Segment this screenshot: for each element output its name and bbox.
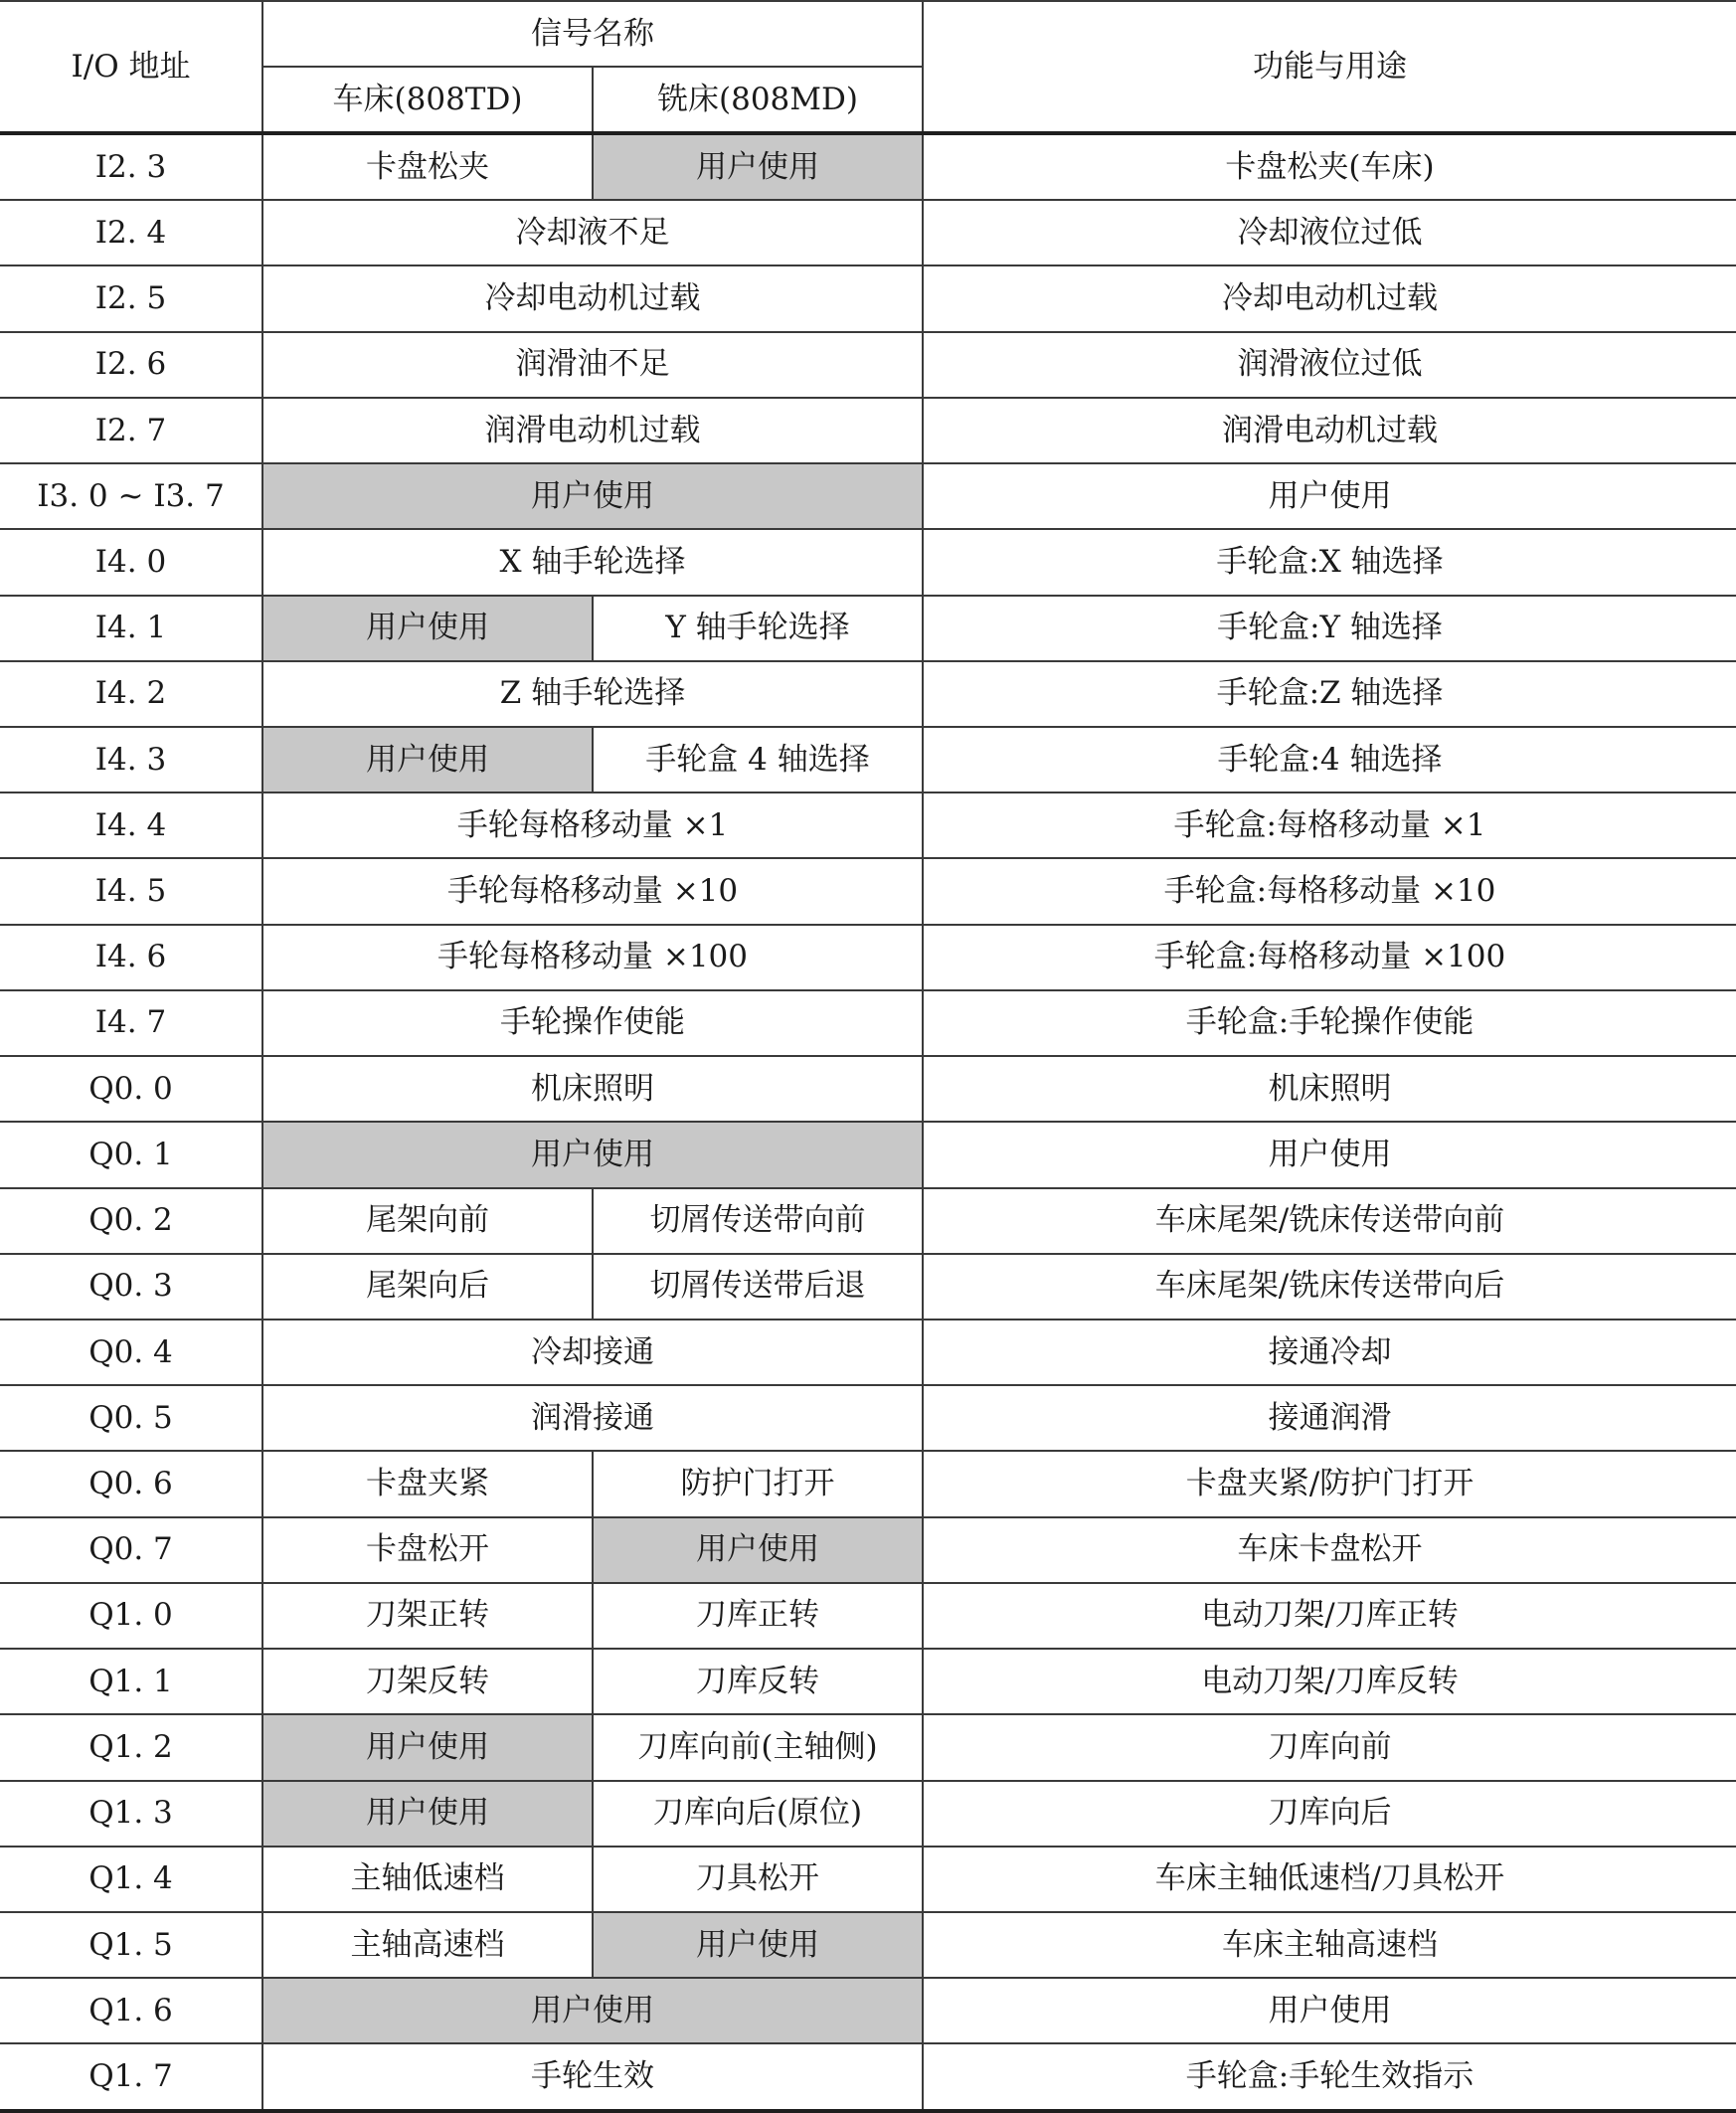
function-cell: 电动刀架/刀库反转 xyxy=(923,1649,1736,1714)
signal-name-cell: 手轮每格移动量 ×100 xyxy=(262,925,923,990)
io-address-cell: Q0. 5 xyxy=(0,1385,262,1451)
function-cell: 润滑液位过低 xyxy=(923,332,1736,398)
function-cell: 手轮盒:4 轴选择 xyxy=(923,727,1736,792)
function-cell: 接通冷却 xyxy=(923,1320,1736,1385)
table-row xyxy=(0,1583,1736,1649)
io-address-cell: I2. 6 xyxy=(0,332,262,398)
table-row xyxy=(0,1254,1736,1320)
lathe-signal-cell: 尾架向后 xyxy=(262,1254,593,1320)
signal-name-cell: 润滑接通 xyxy=(262,1385,923,1451)
io-address-cell: Q0. 0 xyxy=(0,1056,262,1122)
signal-name-cell: 润滑油不足 xyxy=(262,332,923,398)
function-cell: 用户使用 xyxy=(923,463,1736,529)
mill-signal-cell: 刀库向后(原位) xyxy=(593,1781,923,1847)
signal-name-cell: 机床照明 xyxy=(262,1056,923,1122)
io-address-cell: I4. 5 xyxy=(0,858,262,924)
table-row xyxy=(0,200,1736,265)
mill-signal-cell: 防护门打开 xyxy=(593,1451,923,1516)
io-address-cell: Q1. 2 xyxy=(0,1714,262,1780)
signal-name-cell: 用户使用 xyxy=(262,1978,923,2043)
header-signal-name: 信号名称 xyxy=(262,1,923,67)
lathe-signal-cell: 用户使用 xyxy=(262,596,593,661)
io-address-cell: I4. 2 xyxy=(0,661,262,727)
table-row xyxy=(0,1978,1736,2043)
mill-signal-cell: 切屑传送带后退 xyxy=(593,1254,923,1320)
lathe-signal-cell: 尾架向前 xyxy=(262,1188,593,1254)
signal-name-cell: Z 轴手轮选择 xyxy=(262,661,923,727)
function-cell: 卡盘夹紧/防护门打开 xyxy=(923,1451,1736,1516)
io-address-cell: Q0. 2 xyxy=(0,1188,262,1254)
function-cell: 冷却电动机过载 xyxy=(923,265,1736,331)
io-address-cell: Q0. 6 xyxy=(0,1451,262,1516)
table-row xyxy=(0,1517,1736,1583)
function-cell: 手轮盒:每格移动量 ×1 xyxy=(923,792,1736,858)
io-address-cell: Q1. 3 xyxy=(0,1781,262,1847)
function-cell: 手轮盒:手轮操作使能 xyxy=(923,990,1736,1056)
table-row xyxy=(0,858,1736,924)
table-row xyxy=(0,1320,1736,1385)
io-address-cell: I2. 4 xyxy=(0,200,262,265)
io-address-cell: Q0. 4 xyxy=(0,1320,262,1385)
io-address-cell: I2. 5 xyxy=(0,265,262,331)
table-row xyxy=(0,529,1736,595)
signal-name-cell: 用户使用 xyxy=(262,1122,923,1187)
mill-signal-cell: 刀具松开 xyxy=(593,1847,923,1912)
io-address-cell: I4. 7 xyxy=(0,990,262,1056)
mill-signal-cell: 用户使用 xyxy=(593,1517,923,1583)
io-address-cell: I4. 0 xyxy=(0,529,262,595)
header-lathe: 车床(808TD) xyxy=(262,67,593,133)
table-row xyxy=(0,1847,1736,1912)
function-cell: 手轮盒:X 轴选择 xyxy=(923,529,1736,595)
header-mill: 铣床(808MD) xyxy=(593,67,923,133)
io-address-cell: I2. 7 xyxy=(0,398,262,463)
table-row xyxy=(0,596,1736,661)
function-cell: 刀库向前 xyxy=(923,1714,1736,1780)
function-cell: 车床尾架/铣床传送带向后 xyxy=(923,1254,1736,1320)
table-row xyxy=(0,1649,1736,1714)
mill-signal-cell: 切屑传送带向前 xyxy=(593,1188,923,1254)
table-row xyxy=(0,1912,1736,1978)
function-cell: 车床主轴低速档/刀具松开 xyxy=(923,1847,1736,1912)
header-row xyxy=(0,1,1736,67)
function-cell: 手轮盒:每格移动量 ×100 xyxy=(923,925,1736,990)
io-address-cell: Q1. 0 xyxy=(0,1583,262,1649)
mill-signal-cell: 刀库反转 xyxy=(593,1649,923,1714)
function-cell: 手轮盒:Y 轴选择 xyxy=(923,596,1736,661)
table-row xyxy=(0,2043,1736,2111)
table-row xyxy=(0,332,1736,398)
table-row xyxy=(0,990,1736,1056)
function-cell: 电动刀架/刀库正转 xyxy=(923,1583,1736,1649)
lathe-signal-cell: 用户使用 xyxy=(262,1781,593,1847)
function-cell: 车床主轴高速档 xyxy=(923,1912,1736,1978)
signal-name-cell: 手轮每格移动量 ×1 xyxy=(262,792,923,858)
io-address-cell: Q0. 3 xyxy=(0,1254,262,1320)
table-row xyxy=(0,463,1736,529)
io-address-cell: I4. 1 xyxy=(0,596,262,661)
signal-name-cell: 冷却液不足 xyxy=(262,200,923,265)
table-row xyxy=(0,265,1736,331)
table-row xyxy=(0,398,1736,463)
io-address-cell: I4. 6 xyxy=(0,925,262,990)
io-address-cell: I4. 4 xyxy=(0,792,262,858)
function-cell: 机床照明 xyxy=(923,1056,1736,1122)
mill-signal-cell: 刀库向前(主轴侧) xyxy=(593,1714,923,1780)
lathe-signal-cell: 主轴低速档 xyxy=(262,1847,593,1912)
function-cell: 用户使用 xyxy=(923,1978,1736,2043)
function-cell: 用户使用 xyxy=(923,1122,1736,1187)
table-row xyxy=(0,727,1736,792)
mill-signal-cell: Y 轴手轮选择 xyxy=(593,596,923,661)
signal-name-cell: 手轮操作使能 xyxy=(262,990,923,1056)
lathe-signal-cell: 用户使用 xyxy=(262,727,593,792)
table-row xyxy=(0,1714,1736,1780)
mill-signal-cell: 用户使用 xyxy=(593,133,923,200)
signal-name-cell: 用户使用 xyxy=(262,463,923,529)
header-function: 功能与用途 xyxy=(923,1,1736,133)
function-cell: 手轮盒:每格移动量 ×10 xyxy=(923,858,1736,924)
io-address-cell: Q0. 7 xyxy=(0,1517,262,1583)
io-address-cell: I2. 3 xyxy=(0,133,262,200)
lathe-signal-cell: 卡盘松开 xyxy=(262,1517,593,1583)
lathe-signal-cell: 主轴高速档 xyxy=(262,1912,593,1978)
function-cell: 手轮盒:Z 轴选择 xyxy=(923,661,1736,727)
table-row xyxy=(0,1122,1736,1187)
signal-name-cell: 润滑电动机过载 xyxy=(262,398,923,463)
io-address-cell: Q1. 5 xyxy=(0,1912,262,1978)
signal-name-cell: 手轮生效 xyxy=(262,2043,923,2111)
function-cell: 刀库向后 xyxy=(923,1781,1736,1847)
function-cell: 车床卡盘松开 xyxy=(923,1517,1736,1583)
function-cell: 车床尾架/铣床传送带向前 xyxy=(923,1188,1736,1254)
function-cell: 润滑电动机过载 xyxy=(923,398,1736,463)
table-row xyxy=(0,1056,1736,1122)
io-address-cell: Q0. 1 xyxy=(0,1122,262,1187)
table-row xyxy=(0,661,1736,727)
io-address-cell: I3. 0 ~ I3. 7 xyxy=(0,463,262,529)
mill-signal-cell: 刀库正转 xyxy=(593,1583,923,1649)
table-row xyxy=(0,792,1736,858)
signal-name-cell: 冷却电动机过载 xyxy=(262,265,923,331)
lathe-signal-cell: 卡盘松夹 xyxy=(262,133,593,200)
signal-name-cell: 冷却接通 xyxy=(262,1320,923,1385)
mill-signal-cell: 用户使用 xyxy=(593,1912,923,1978)
lathe-signal-cell: 刀架反转 xyxy=(262,1649,593,1714)
table-row xyxy=(0,925,1736,990)
io-address-cell: Q1. 1 xyxy=(0,1649,262,1714)
lathe-signal-cell: 用户使用 xyxy=(262,1714,593,1780)
header-io-address: I/O 地址 xyxy=(0,1,262,133)
function-cell: 接通润滑 xyxy=(923,1385,1736,1451)
table-row xyxy=(0,133,1736,200)
io-address-cell: I4. 3 xyxy=(0,727,262,792)
function-cell: 手轮盒:手轮生效指示 xyxy=(923,2043,1736,2111)
io-address-cell: Q1. 6 xyxy=(0,1978,262,2043)
table-body xyxy=(0,133,1736,2111)
table-row xyxy=(0,1385,1736,1451)
lathe-signal-cell: 卡盘夹紧 xyxy=(262,1451,593,1516)
table-row xyxy=(0,1188,1736,1254)
table-row xyxy=(0,1451,1736,1516)
io-address-cell: Q1. 7 xyxy=(0,2043,262,2111)
signal-name-cell: X 轴手轮选择 xyxy=(262,529,923,595)
signal-name-cell: 手轮每格移动量 ×10 xyxy=(262,858,923,924)
mill-signal-cell: 手轮盒 4 轴选择 xyxy=(593,727,923,792)
io-address-cell: Q1. 4 xyxy=(0,1847,262,1912)
function-cell: 卡盘松夹(车床) xyxy=(923,133,1736,200)
table-row xyxy=(0,1781,1736,1847)
function-cell: 冷却液位过低 xyxy=(923,200,1736,265)
lathe-signal-cell: 刀架正转 xyxy=(262,1583,593,1649)
